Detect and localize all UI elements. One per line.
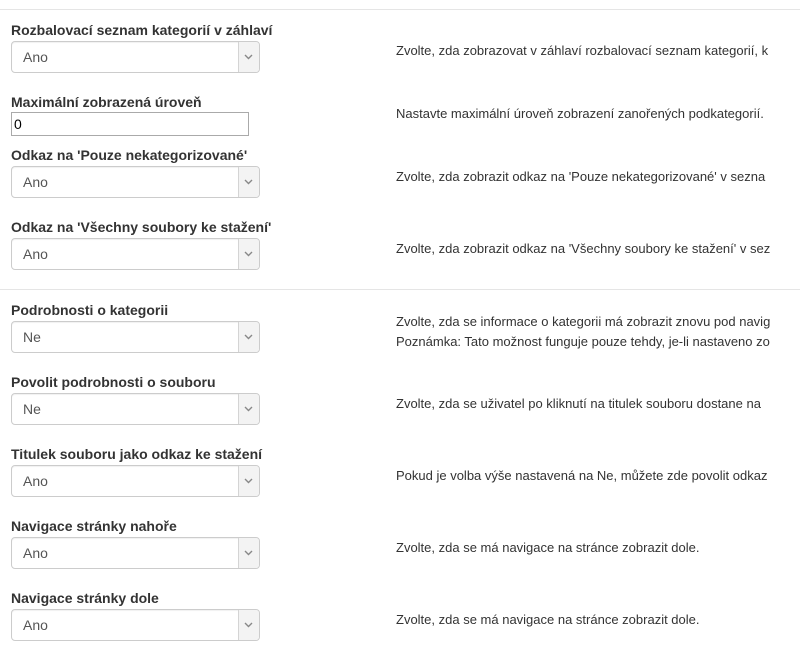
field-description: Zvolte, zda zobrazit odkaz na 'Pouze nekategorizované' v sezna xyxy=(396,169,766,184)
chevron-down-icon[interactable] xyxy=(238,239,259,269)
field-description: Zvolte, zda zobrazovat v záhlaví rozbalovací seznam kategorií, k xyxy=(396,43,769,58)
chevron-down-icon[interactable] xyxy=(238,538,259,568)
chevron-down-icon[interactable] xyxy=(238,167,259,197)
chevron-down-icon[interactable] xyxy=(238,322,259,352)
field-description: Zvolte, zda se informace o kategorii má zobrazit znovu pod navig xyxy=(396,314,771,329)
chevron-down-icon[interactable] xyxy=(238,42,259,72)
field-label-category-dropdown: Rozbalovací seznam kategorií v záhlaví xyxy=(11,22,273,38)
select-value: Ne xyxy=(23,401,41,417)
field-note: Poznámka: Tato možnost funguje pouze tehdy, je-li nastaveno zo xyxy=(396,334,770,349)
max-level-input[interactable] xyxy=(11,112,249,136)
divider xyxy=(0,289,800,290)
field-description: Zvolte, zda zobrazit odkaz na 'Všechny soubory ke stažení' v sez xyxy=(396,241,771,256)
select-value: Ne xyxy=(23,329,41,345)
field-label-uncategorized-link: Odkaz na 'Pouze nekategorizované' xyxy=(11,147,248,163)
select-value: Ano xyxy=(23,246,48,262)
category-details-select[interactable] xyxy=(11,321,260,353)
category-dropdown-select[interactable] xyxy=(11,41,260,73)
field-label-category-details: Podrobnosti o kategorii xyxy=(11,302,169,318)
page-nav-bottom-select[interactable] xyxy=(11,609,260,641)
field-description: Zvolte, zda se uživatel po kliknutí na titulek souboru dostane na xyxy=(396,396,761,411)
all-downloads-link-select[interactable] xyxy=(11,238,260,270)
field-label-page-nav-bottom: Navigace stránky dole xyxy=(11,590,159,606)
file-details-select[interactable] xyxy=(11,393,260,425)
chevron-down-icon[interactable] xyxy=(238,610,259,640)
field-label-title-as-download-link: Titulek souboru jako odkaz ke stažení xyxy=(11,446,263,462)
title-as-download-link-select[interactable] xyxy=(11,465,260,497)
chevron-down-icon[interactable] xyxy=(238,466,259,496)
field-label-page-nav-top: Navigace stránky nahoře xyxy=(11,518,177,534)
field-description: Pokud je volba výše nastavená na Ne, můžete zde povolit odkaz xyxy=(396,468,768,483)
select-value: Ano xyxy=(23,473,48,489)
field-label-max-level: Maximální zobrazená úroveň xyxy=(11,94,202,110)
divider xyxy=(0,9,800,10)
select-value: Ano xyxy=(23,49,48,65)
field-label-file-details: Povolit podrobnosti o souboru xyxy=(11,374,216,390)
field-description: Zvolte, zda se má navigace na stránce zobrazit dole. xyxy=(396,612,700,627)
field-label-all-downloads-link: Odkaz na 'Všechny soubory ke stažení' xyxy=(11,219,272,235)
uncategorized-link-select[interactable] xyxy=(11,166,260,198)
select-value: Ano xyxy=(23,617,48,633)
page-nav-top-select[interactable] xyxy=(11,537,260,569)
field-description: Zvolte, zda se má navigace na stránce zobrazit dole. xyxy=(396,540,700,555)
select-value: Ano xyxy=(23,174,48,190)
select-value: Ano xyxy=(23,545,48,561)
field-description: Nastavte maximální úroveň zobrazení zanořených podkategorií. xyxy=(396,106,764,121)
chevron-down-icon[interactable] xyxy=(238,394,259,424)
input-value: 0 xyxy=(14,116,22,132)
